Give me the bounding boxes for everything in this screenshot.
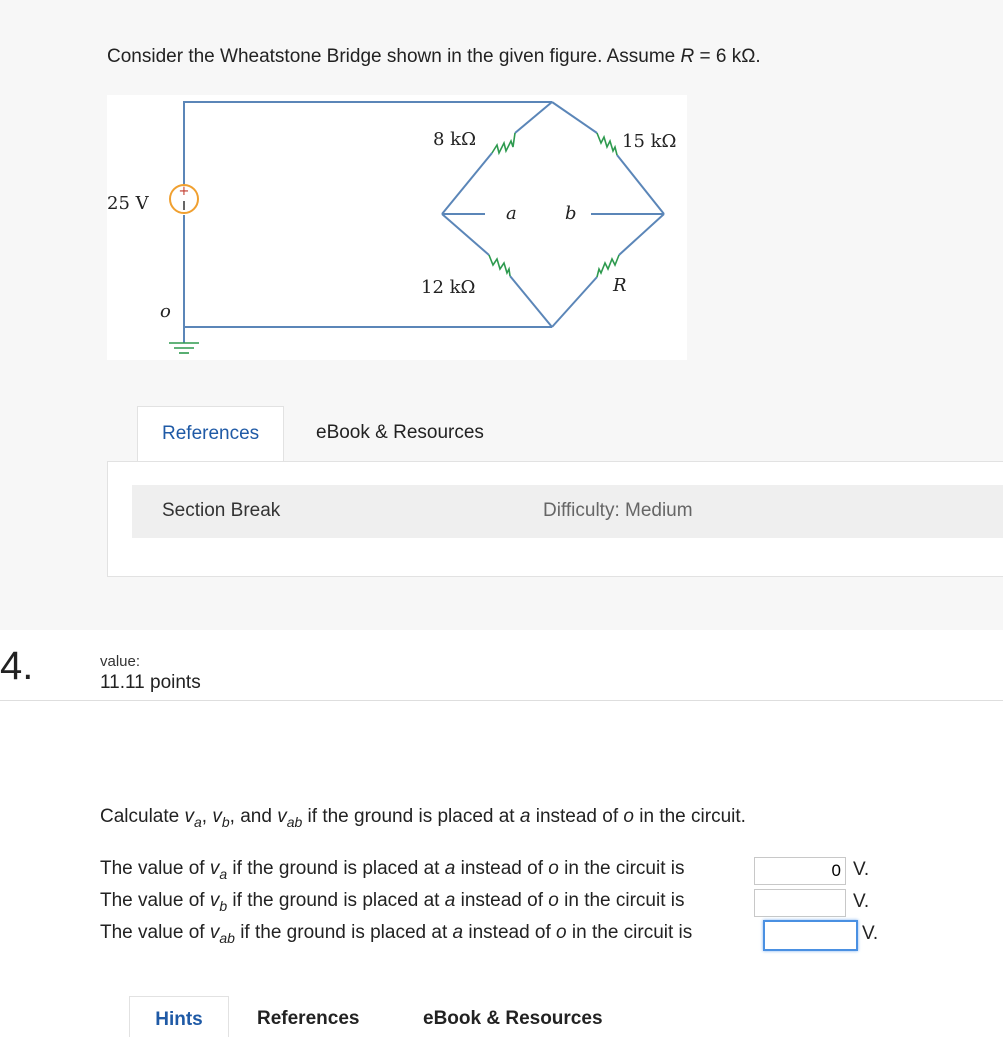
references-panel	[107, 461, 1003, 577]
ground-icon	[169, 343, 199, 353]
vab-answer-input[interactable]	[763, 920, 858, 951]
section-break-label: Section Break	[162, 500, 281, 521]
vb-answer-input[interactable]	[754, 889, 846, 917]
wire-top-right-b	[617, 155, 664, 214]
source-voltage-label: 25 V	[107, 193, 149, 214]
resistor-15k	[597, 133, 617, 155]
points-value: 11.11 points	[100, 672, 201, 693]
value-label: value:	[100, 653, 141, 670]
question-number: 4.	[0, 644, 34, 688]
node-a-label: a	[506, 203, 517, 224]
answer-row-va: The value of $v_a$ if the ground is placed at a instead of o in the circuit is	[100, 858, 685, 882]
tab-hints[interactable]: Hints	[129, 996, 229, 1037]
answer-row-vb: The value of $v_b$ if the ground is placed at a instead of o in the circuit is	[100, 890, 685, 914]
divider	[0, 700, 1003, 701]
resistor-8k	[492, 133, 515, 153]
voltage-source-icon	[170, 184, 198, 213]
vab-unit: V.	[862, 923, 879, 944]
problem-statement: Consider the Wheatstone Bridge shown in the given figure. Assume R = 6 kΩ.	[107, 46, 761, 67]
node-b-label: b	[565, 203, 577, 224]
resistor-12k	[489, 255, 510, 276]
va-unit: V.	[853, 859, 870, 880]
vb-unit: V.	[853, 891, 870, 912]
wire-bot-left-a	[442, 214, 489, 255]
resistor-12k-label: 12 kΩ	[421, 277, 476, 298]
resistor-8k-label: 8 kΩ	[433, 129, 477, 150]
circuit-diagram	[107, 95, 687, 360]
wire-top	[184, 102, 552, 207]
wire-bot-left-b	[510, 276, 552, 327]
resistor-R-label: R	[613, 275, 627, 296]
resistor-R	[597, 255, 619, 277]
wire-top-right-a	[552, 102, 597, 133]
node-o-label: o	[160, 301, 171, 322]
question-text: Calculate $v_a$, $v_b$, and $v_{ab}$ if the ground is placed at a instead of o in the circuit.	[100, 806, 746, 830]
tab-references[interactable]: References	[137, 406, 284, 462]
wire-top-left-b	[442, 153, 492, 214]
wire-bottom	[184, 215, 552, 327]
svg-text:+: +	[178, 184, 190, 199]
tab-ebook-resources-bottom[interactable]: eBook & Resources	[423, 1008, 603, 1029]
section-info-bar	[132, 485, 1003, 538]
wire-bot-right-b	[552, 277, 597, 327]
wire-bot-right-a	[619, 214, 664, 255]
tab-ebook-resources[interactable]: eBook & Resources	[316, 422, 484, 443]
wire-top-left-a	[515, 102, 552, 133]
va-answer-input[interactable]	[754, 857, 846, 885]
resistor-15k-label: 15 kΩ	[622, 131, 677, 152]
difficulty-label: Difficulty: Medium	[543, 500, 693, 521]
tab-references-bottom[interactable]: References	[257, 1008, 360, 1029]
wheatstone-bridge-figure	[107, 95, 687, 360]
circuit-wires	[184, 102, 664, 343]
answer-row-vab: The value of $v_{ab}$ if the ground is placed at a instead of o in the circuit is	[100, 922, 693, 946]
